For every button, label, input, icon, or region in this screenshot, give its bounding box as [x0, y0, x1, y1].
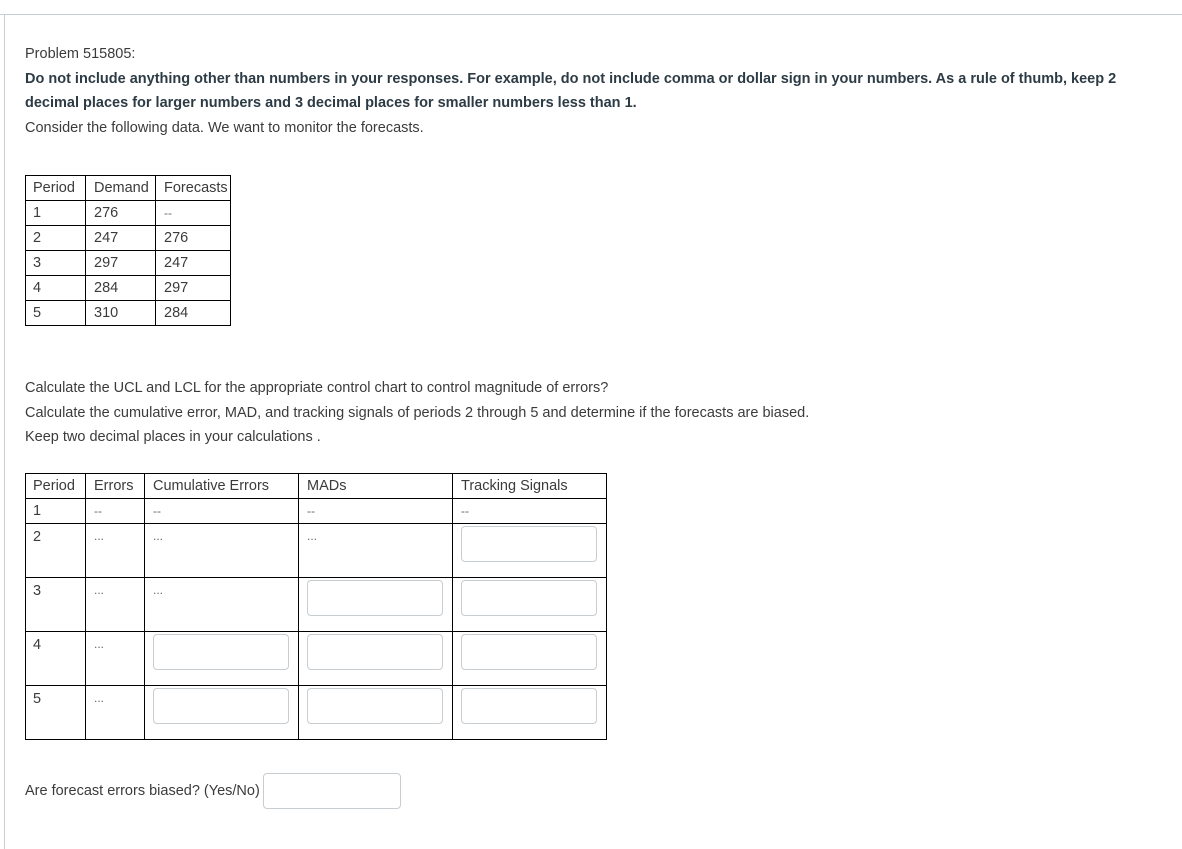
questions — [25, 376, 1155, 450]
cell-forecast: 247 — [156, 251, 231, 276]
cell-period: 2 — [26, 226, 86, 251]
cell-forecast: 297 — [156, 276, 231, 301]
header-mads: MADs — [299, 474, 453, 499]
tracking-signal-input-3[interactable] — [461, 580, 597, 616]
table-row — [26, 276, 231, 301]
table-row — [26, 251, 231, 276]
cell-cumulative-error: ... — [145, 524, 299, 578]
cell-period: 1 — [26, 499, 86, 524]
question-tracking: Calculate the cumulative error, MAD, and tracking signals of periods 2 through 5 and determine if the forecasts are biased. — [25, 404, 810, 421]
cell-cumulative-error — [145, 632, 299, 686]
table-row — [26, 226, 231, 251]
header-cumulative-errors: Cumulative Errors — [145, 474, 299, 499]
cell-demand: 276 — [86, 201, 156, 226]
table-row — [26, 686, 607, 740]
table-row — [26, 632, 607, 686]
cell-cumulative-error: -- — [145, 499, 299, 524]
cell-mad — [299, 578, 453, 632]
top-bar — [0, 0, 1182, 15]
instructions: Do not include anything other than numbers in your responses. For example, do not include comma or dollar sign in your numbers. As a rule of thumb, keep 2 decimal places for larger numbers and 3 decimal places for smaller numbers less than 1. — [25, 70, 1117, 111]
cell-period: 5 — [26, 301, 86, 326]
cumulative-error-input-5[interactable] — [153, 688, 289, 724]
cell-error: ... — [86, 578, 145, 632]
cell-cumulative-error — [145, 686, 299, 740]
cell-period: 4 — [26, 276, 86, 301]
left-border — [4, 14, 5, 849]
problem-text — [25, 42, 1155, 140]
cumulative-error-input-4[interactable] — [153, 634, 289, 670]
mad-input-5[interactable] — [307, 688, 443, 724]
cell-demand: 310 — [86, 301, 156, 326]
problem-title: Problem 515805: — [25, 46, 136, 62]
intro-text: Consider the following data. We want to monitor the forecasts. — [25, 119, 424, 136]
header-tracking-signals: Tracking Signals — [453, 474, 607, 499]
data-table — [25, 175, 231, 326]
table-header-row — [26, 176, 231, 201]
table-row — [26, 578, 607, 632]
bias-question-label: Are forecast errors biased? (Yes/No) — [25, 783, 260, 799]
cell-demand: 297 — [86, 251, 156, 276]
header-period: Period — [26, 474, 86, 499]
mad-input-4[interactable] — [307, 634, 443, 670]
tracking-signal-input-2[interactable] — [461, 526, 597, 562]
cell-mad — [299, 686, 453, 740]
cell-error: ... — [86, 524, 145, 578]
cell-tracking-signal — [453, 632, 607, 686]
cell-cumulative-error: ... — [145, 578, 299, 632]
tracking-signal-input-4[interactable] — [461, 634, 597, 670]
question-ucl-lcl: Calculate the UCL and LCL for the appropriate control chart to control magnitude of errors? — [25, 380, 609, 396]
answer-table — [25, 473, 607, 740]
table-row — [26, 499, 607, 524]
cell-period: 1 — [26, 201, 86, 226]
cell-error: -- — [86, 499, 145, 524]
cell-period: 5 — [26, 686, 86, 740]
cell-period: 2 — [26, 524, 86, 578]
cell-tracking-signal — [453, 578, 607, 632]
mad-input-3[interactable] — [307, 580, 443, 616]
table-row — [26, 524, 607, 578]
cell-demand: 284 — [86, 276, 156, 301]
header-period: Period — [26, 176, 86, 201]
bias-answer-input[interactable] — [263, 773, 401, 809]
cell-period: 4 — [26, 632, 86, 686]
cell-demand: 247 — [86, 226, 156, 251]
header-forecasts: Forecasts — [156, 176, 231, 201]
cell-mad — [299, 632, 453, 686]
cell-forecast: 284 — [156, 301, 231, 326]
cell-tracking-signal: -- — [453, 499, 607, 524]
header-errors: Errors — [86, 474, 145, 499]
cell-mad: ... — [299, 524, 453, 578]
question-decimals: Keep two decimal places in your calculations . — [25, 429, 321, 445]
cell-tracking-signal — [453, 524, 607, 578]
cell-mad: -- — [299, 499, 453, 524]
cell-forecast: 276 — [156, 226, 231, 251]
table-header-row — [26, 474, 607, 499]
header-demand: Demand — [86, 176, 156, 201]
table-row — [26, 301, 231, 326]
table-row — [26, 201, 231, 226]
cell-forecast: -- — [156, 201, 231, 226]
bias-question — [25, 773, 401, 809]
cell-error: ... — [86, 686, 145, 740]
cell-period: 3 — [26, 251, 86, 276]
cell-tracking-signal — [453, 686, 607, 740]
tracking-signal-input-5[interactable] — [461, 688, 597, 724]
cell-error: ... — [86, 632, 145, 686]
cell-period: 3 — [26, 578, 86, 632]
